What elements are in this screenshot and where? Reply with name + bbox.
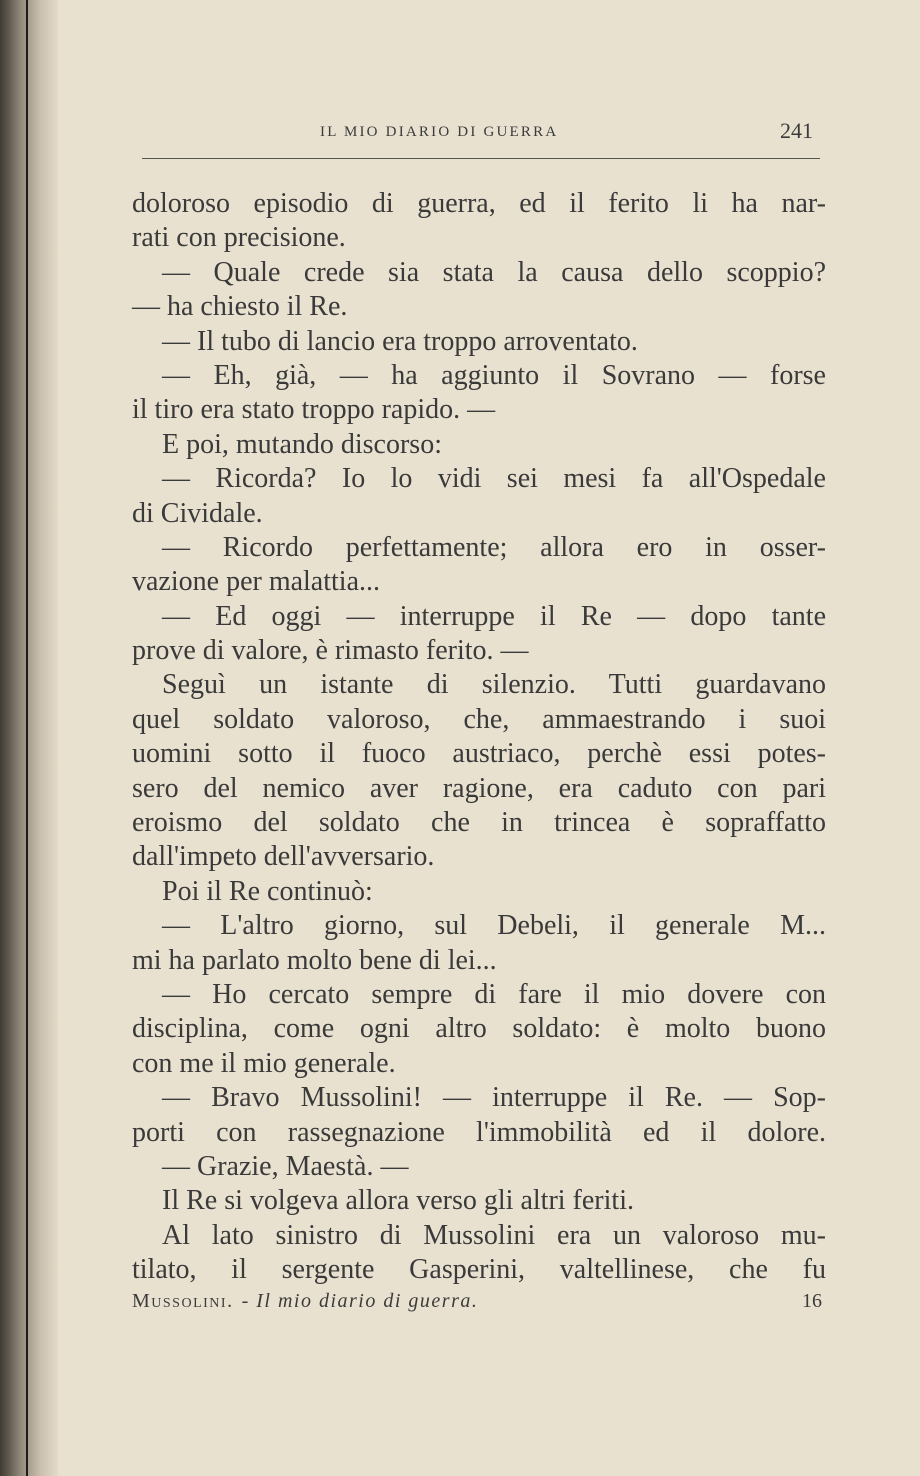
- text-line: sero del nemico aver ragione, era caduto con pari: [132, 772, 826, 804]
- text-line: — Eh, già, — ha aggiunto il Sovrano — forse: [162, 359, 826, 391]
- footer: [132, 1290, 822, 1313]
- text-line: — ha chiesto il Re.: [132, 291, 348, 323]
- text-line: Al lato sinistro di Mussolini era un valoroso mu-: [162, 1219, 826, 1251]
- text-line: — Ricordo perfettamente; allora ero in osser-: [162, 531, 826, 563]
- text-line: uomini sotto il fuoco austriaco, perchè essi potes-: [132, 738, 826, 770]
- text-line: — Ed oggi — interruppe il Re — dopo tante: [162, 600, 826, 632]
- text-line: — Ricorda? Io lo vidi sei mesi fa all'Ospedale: [162, 463, 826, 495]
- text-line: mi ha parlato molto bene di lei...: [132, 944, 497, 976]
- footer-separator: -: [241, 1290, 249, 1312]
- text-line: prove di valore, è rimasto ferito. —: [132, 635, 529, 667]
- running-head: IL MIO DIARIO DI GUERRA: [320, 124, 559, 140]
- text-line: — Bravo Mussolini! — interruppe il Re. — Sop-: [162, 1082, 826, 1114]
- page-number: 241: [780, 118, 813, 143]
- header-rule: [142, 158, 820, 159]
- text-line: con me il mio generale.: [132, 1047, 396, 1079]
- book-binding-shadow: [0, 0, 58, 1476]
- signature-mark: 16: [802, 1290, 822, 1312]
- text-line: quel soldato valoroso, che, ammaestrando i suoi: [132, 703, 826, 735]
- text-line: — Ho cercato sempre di fare il mio dovere con: [162, 978, 826, 1010]
- text-line: di Cividale.: [132, 497, 263, 529]
- text-line: vazione per malattia...: [132, 566, 380, 598]
- text-line: porti con rassegnazione l'immobilità ed il dolore.: [132, 1116, 826, 1148]
- text-line: Seguì un istante di silenzio. Tutti guardavano: [162, 669, 826, 701]
- text-line: tilato, il sergente Gasperini, valtellinese, che fu: [132, 1254, 826, 1286]
- text-line: doloroso episodio di guerra, ed il ferito li ha nar-: [132, 188, 826, 219]
- footer-author: Mussolini.: [132, 1290, 234, 1312]
- text-line: eroismo del soldato che in trincea è sopraffatto: [132, 807, 826, 839]
- text-line: dall'impeto dell'avversario.: [132, 841, 435, 873]
- text-line: rati con precisione.: [132, 222, 346, 254]
- binding-edge: [26, 0, 28, 1476]
- footer-book-title: Il mio diario di guerra.: [256, 1290, 479, 1312]
- text-line: disciplina, come ogni altro soldato: è molto buono: [132, 1013, 826, 1045]
- text-line: Poi il Re continuò:: [162, 875, 373, 907]
- text-line: E poi, mutando discorso:: [162, 428, 442, 460]
- text-line: Il Re si volgeva allora verso gli altri feriti.: [162, 1185, 634, 1217]
- text-line: — Il tubo di lancio era troppo arroventato.: [162, 325, 638, 357]
- text-line: — Quale crede sia stata la causa dello scoppio?: [162, 256, 826, 288]
- text-line: il tiro era stato troppo rapido. —: [132, 394, 496, 426]
- text-line: — L'altro giorno, sul Debeli, il generale M...: [162, 910, 826, 942]
- text-line: — Grazie, Maestà. —: [162, 1150, 409, 1182]
- body-text: [132, 187, 826, 1288]
